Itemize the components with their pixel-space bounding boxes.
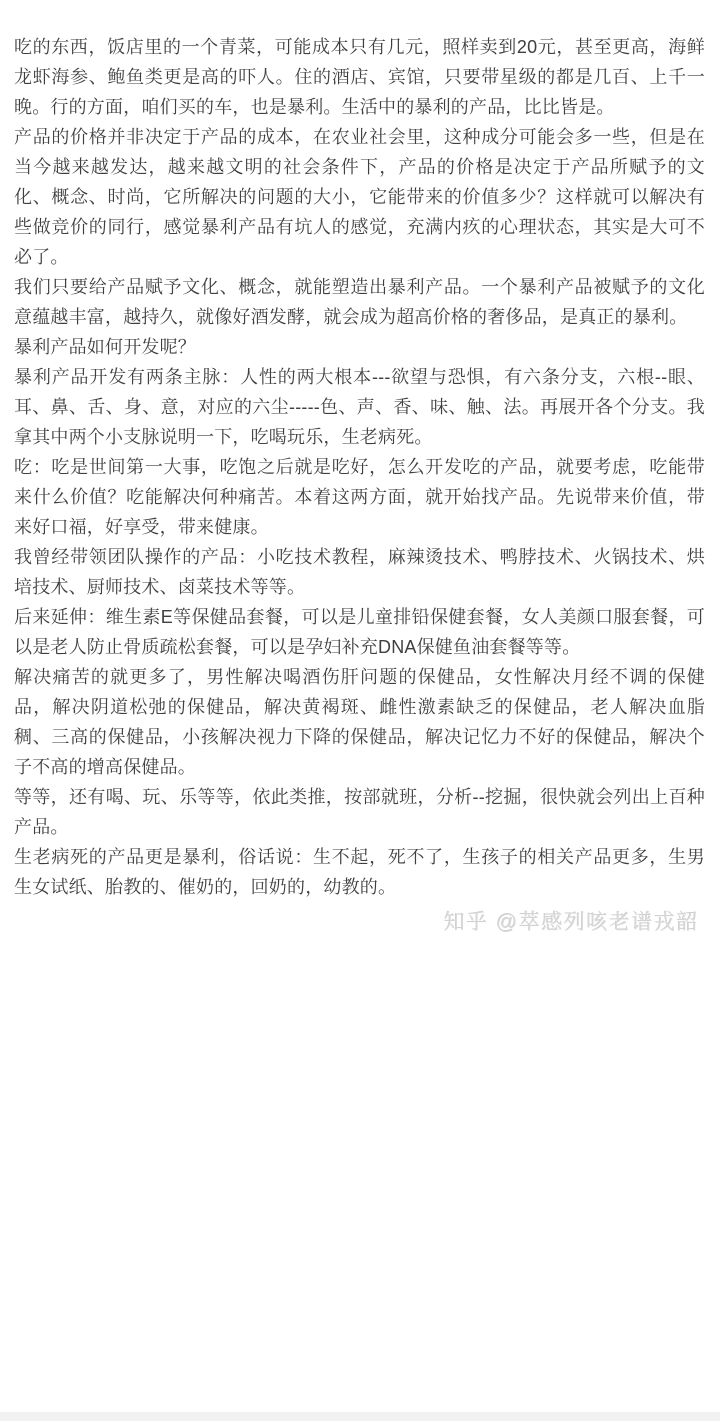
paragraph-1: 吃的东西，饭店里的一个青菜，可能成本只有几元，照样卖到20元，甚至更高，海鲜龙虾海参、鲍鱼类更是高的吓人。住的酒店、宾馆，只要带星级的都是几百、上千一晚。行的方面，咱们买的车，也是暴利。生活中的暴利的产品，比比皆是。 bbox=[14, 37, 705, 117]
paragraph-9: 解决痛苦的就更多了，男性解决喝酒伤肝问题的保健品，女性解决月经不调的保健品，解决阴道松弛的保健品，解决黄褐斑、雌性激素缺乏的保健品，老人解决血脂稠、三高的保健品，小孩解决视力下降的保健品，解决记忆力不好的保健品，解决个子不高的增高保健品。 bbox=[14, 667, 705, 777]
paragraph-10: 等等，还有喝、玩、乐等等，依此类推，按部就班，分析--挖掘，很快就会列出上百种产品。 bbox=[14, 787, 705, 837]
paragraph-6: 吃：吃是世间第一大事，吃饱之后就是吃好，怎么开发吃的产品，就要考虑，吃能带来什么价值？吃能解决何种痛苦。本着这两方面，就开始找产品。先说带来价值，带来好口福，好享受，带来健康。 bbox=[14, 457, 705, 537]
paragraph-3: 我们只要给产品赋予文化、概念，就能塑造出暴利产品。一个暴利产品被赋予的文化意蕴越丰富，越持久，就像好酒发酵，就会成为超高价格的奢侈品，是真正的暴利。 bbox=[14, 277, 705, 327]
paragraph-7: 我曾经带领团队操作的产品：小吃技术教程，麻辣烫技术、鸭脖技术、火锅技术、烘培技术、厨师技术、卤菜技术等等。 bbox=[14, 547, 705, 597]
bottom-divider bbox=[0, 1412, 720, 1421]
paragraph-11: 生老病死的产品更是暴利，俗话说：生不起，死不了，生孩子的相关产品更多，生男生女试纸、胎教的、催奶的，回奶的，幼教的。 bbox=[14, 847, 705, 897]
paragraph-5: 暴利产品开发有两条主脉：人性的两大根本---欲望与恐惧，有六条分支，六根--眼、耳、鼻、舌、身、意，对应的六尘-----色、声、香、味、触、法。再展开各个分支。我拿其中两个小支脉说明一下，吃喝玩乐，生老病死。 bbox=[14, 367, 705, 447]
zhihu-watermark: 知乎 @萃感列咳老谱戎韶 bbox=[443, 911, 699, 934]
paragraph-2: 产品的价格并非决定于产品的成本，在农业社会里，这种成分可能会多一些，但是在当今越来越发达，越来越文明的社会条件下，产品的价格是决定于产品所赋予的文化、概念、时尚，它所解决的问题的大小，它能带来的价值多少？这样就可以解决有些做竞价的同行，感觉暴利产品有坑人的感觉，充满内疚的心理状态，其实是大可不必了。 bbox=[14, 127, 705, 267]
paragraph-8: 后来延伸：维生素E等保健品套餐，可以是儿童排铅保健套餐，女人美颜口服套餐，可以是老人防止骨质疏松套餐，可以是孕妇补充DNA保健鱼油套餐等等。 bbox=[14, 607, 705, 657]
paragraph-4-question: 暴利产品如何开发呢？ bbox=[14, 337, 196, 357]
